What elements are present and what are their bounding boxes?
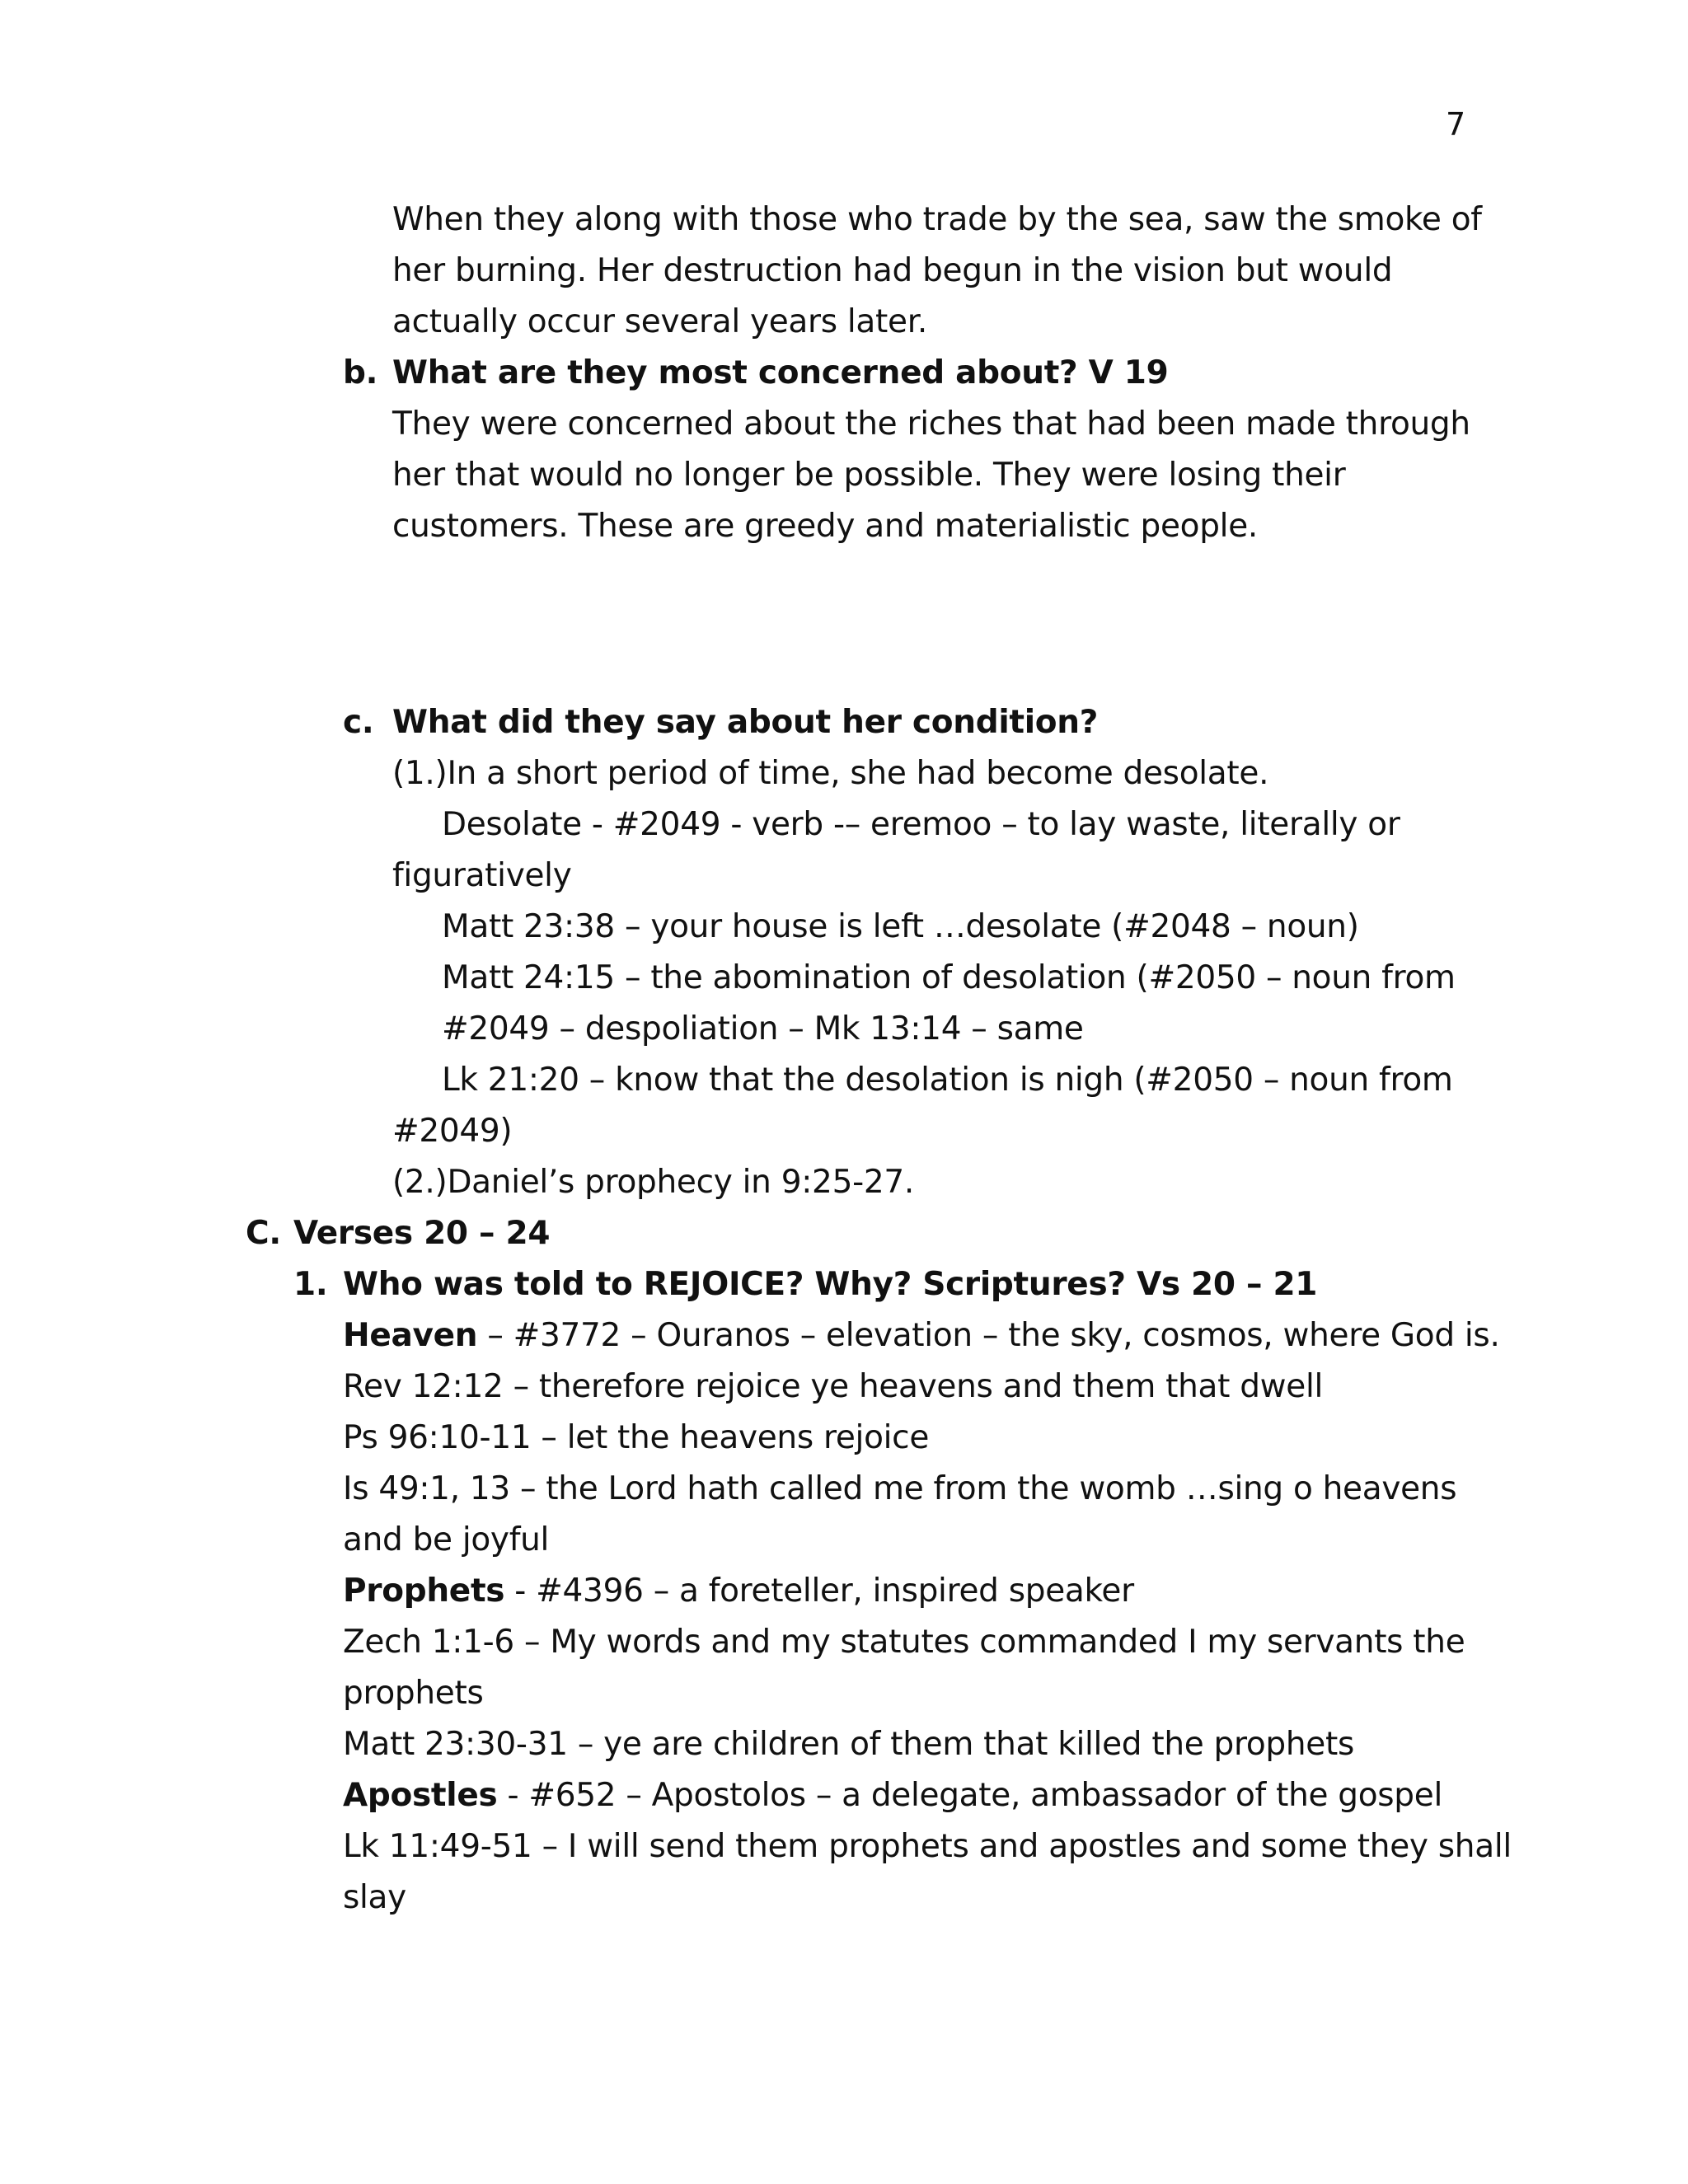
apostles-def: - #652 – Apostolos – a delegate, ambassador of the gospel xyxy=(497,1777,1442,1814)
apostles-ref: Lk 11:49-51 – I will send them prophets and apostles and some they shall xyxy=(343,1828,1512,1865)
prophets-ref: Matt 23:30-31 – ye are children of them that killed the prophets xyxy=(343,1726,1355,1763)
prophets-ref: prophets xyxy=(343,1675,484,1712)
intro-line: actually occur several years later. xyxy=(392,303,927,340)
item-1-marker: 1. xyxy=(293,1266,328,1303)
heaven-ref: Ps 96:10-11 – let the heavens rejoice xyxy=(343,1419,930,1456)
item-c-line: (2.)Daniel’s prophecy in 9:25-27. xyxy=(392,1164,914,1201)
page-number: 7 xyxy=(1446,106,1466,143)
item-c-line: #2049) xyxy=(392,1113,513,1150)
item-b-line: her that would no longer be possible. They were losing their xyxy=(392,457,1346,494)
item-c-marker: c. xyxy=(343,704,374,741)
item-1-heading: Who was told to REJOICE? Why? Scriptures? Vs 20 – 21 xyxy=(343,1266,1318,1303)
heaven-term: Heaven xyxy=(343,1317,478,1354)
item-c-line: Matt 23:38 – your house is left …desolate (#2048 – noun) xyxy=(442,908,1359,945)
heaven-definition xyxy=(343,1310,1500,1361)
heaven-def: – #3772 – Ouranos – elevation – the sky, cosmos, where God is. xyxy=(477,1317,1500,1354)
prophets-def: - #4396 – a foreteller, inspired speaker xyxy=(504,1572,1134,1610)
item-c-line: figuratively xyxy=(392,857,572,894)
heaven-ref: Rev 12:12 – therefore rejoice ye heavens and them that dwell xyxy=(343,1368,1324,1405)
apostles-definition xyxy=(343,1770,1442,1821)
heaven-ref: and be joyful xyxy=(343,1521,550,1558)
prophets-ref: Zech 1:1-6 – My words and my statutes commanded I my servants the xyxy=(343,1624,1465,1661)
item-b-line: customers. These are greedy and materialistic people. xyxy=(392,508,1258,545)
item-c-line: Desolate - #2049 - verb -– eremoo – to lay waste, literally or xyxy=(442,806,1400,843)
item-c-heading: What did they say about her condition? xyxy=(392,704,1099,741)
item-c-line: #2049 – despoliation – Mk 13:14 – same xyxy=(442,1010,1084,1047)
intro-line: When they along with those who trade by the sea, saw the smoke of xyxy=(392,201,1482,238)
item-c-line: Lk 21:20 – know that the desolation is nigh (#2050 – noun from xyxy=(442,1062,1453,1099)
item-b-heading: What are they most concerned about? V 19 xyxy=(392,354,1169,391)
prophets-term: Prophets xyxy=(343,1572,505,1610)
item-c-line: (1.)In a short period of time, she had become desolate. xyxy=(392,755,1269,792)
item-b-marker: b. xyxy=(343,354,378,391)
prophets-definition xyxy=(343,1566,1134,1617)
section-c-marker: C. xyxy=(246,1215,281,1252)
intro-line: her burning. Her destruction had begun in the vision but would xyxy=(392,252,1393,289)
item-c-line: Matt 24:15 – the abomination of desolation (#2050 – noun from xyxy=(442,959,1456,996)
apostles-ref: slay xyxy=(343,1879,406,1916)
heaven-ref: Is 49:1, 13 – the Lord hath called me from the womb …sing o heavens xyxy=(343,1470,1457,1507)
item-b-line: They were concerned about the riches that had been made through xyxy=(392,405,1470,443)
apostles-term: Apostles xyxy=(343,1777,498,1814)
section-c-heading: Verses 20 – 24 xyxy=(293,1215,551,1252)
